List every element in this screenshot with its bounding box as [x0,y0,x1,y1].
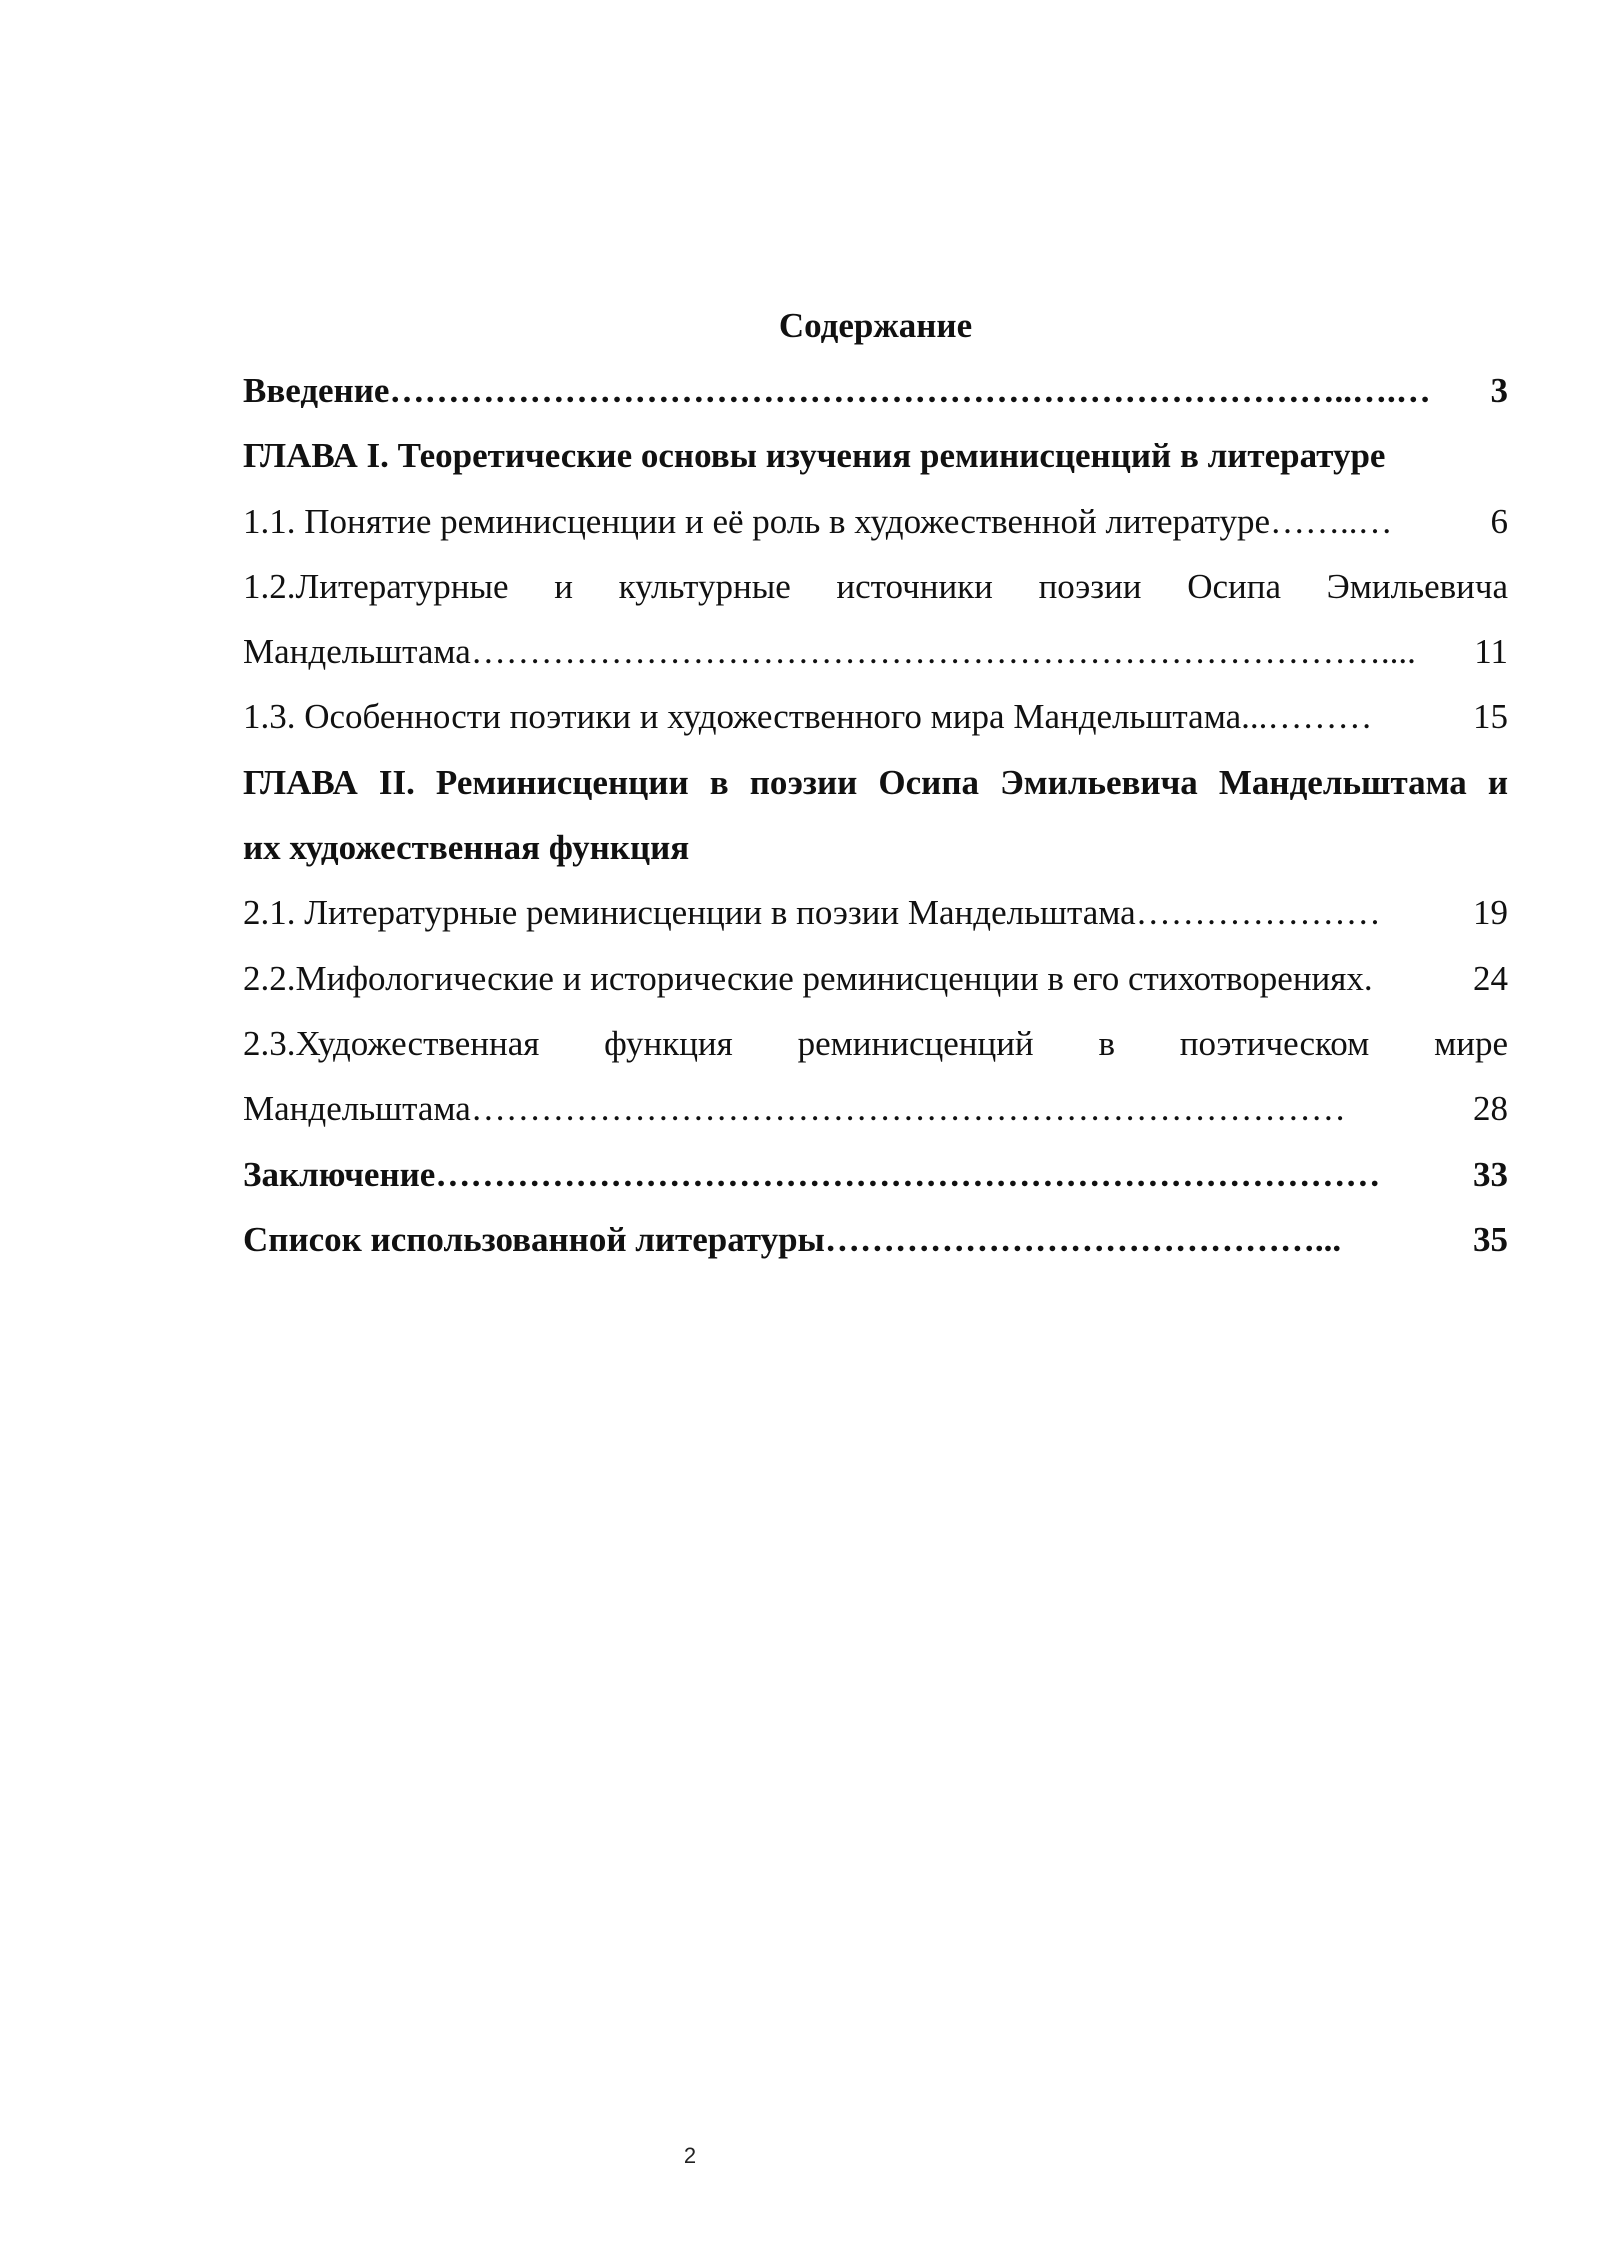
toc-entry-2-2 [243,946,1508,1011]
toc-entry-conclusion [243,1142,1508,1207]
toc-entry-label: 1.3. Особенности поэтики и художественного мира Мандельштама [243,697,1242,737]
toc-entry-label: Список использованной литературы [243,1219,825,1259]
toc-page-number: 11 [1474,632,1508,672]
toc-entry-2-1 [243,880,1508,945]
toc-list [243,358,1508,1272]
toc-page-number: 28 [1473,1089,1508,1129]
toc-leader-dots: ……………………………………... [824,1219,1342,1259]
page-number: 2 [683,2143,697,2168]
toc-leader-dots: ………………… [1135,893,1381,933]
table-of-contents [243,293,1508,1272]
toc-page-number: 24 [1473,958,1508,998]
toc-entry-2-3-line-1: 2.3.Художественная функция реминисценций в поэтическом мире [243,1023,1508,1063]
toc-leader-dots: ……………………………………………………………………… [435,1154,1381,1194]
toc-leader-dots: ………………………………………………………………………..….… [389,371,1431,410]
toc-entry-1-2-line-1: 1.2.Литературные и культурные источники поэзии Осипа Эмильевича [243,566,1508,606]
toc-entry-bibliography [243,1207,1508,1272]
toc-page-number: 6 [1490,501,1508,541]
toc-entry-1-2-line-2 [243,619,1508,684]
toc-chapter-1-heading: ГЛАВА I. Теоретические основы изучения реминисценций в литературе [243,436,1386,476]
toc-leader-dots: ………………………………………………………………… [470,1089,1346,1129]
toc-entry-label: Заключение [243,1154,436,1194]
toc-entry-2-3-line-2 [243,1076,1508,1141]
toc-page-number: 15 [1473,697,1508,737]
toc-title: Содержание [778,306,973,345]
toc-page-number: 3 [1490,371,1508,410]
toc-entry-introduction [243,358,1508,423]
toc-chapter-2-heading-line-2: их художественная функция [243,828,690,868]
toc-entry-label: Введение [243,371,390,410]
toc-entry-label: 1.1. Понятие реминисценции и её роль в художественной литературе [243,501,1270,541]
toc-entry-label: 2.2.Мифологические и исторические реминисценции в его стихотворениях. [243,958,1373,998]
toc-leader-dots: ……..… [1269,501,1393,541]
toc-entry-1-1 [243,489,1508,554]
toc-page-number: 33 [1473,1154,1508,1194]
toc-chapter-2-heading-line-1: ГЛАВА II. Реминисценции в поэзии Осипа Эмильевича Мандельштама и [243,762,1508,802]
toc-leader-dots: …………………………………………………………………….... [470,632,1416,672]
toc-page-number: 19 [1473,893,1508,933]
toc-entry-label: Мандельштама [243,1089,471,1129]
toc-page-number: 35 [1473,1219,1508,1259]
toc-entry-label: Мандельштама [243,632,471,672]
toc-entry-1-3 [243,684,1508,749]
toc-leader-dots: ...……… [1241,697,1373,737]
toc-entry-label: 2.1. Литературные реминисценции в поэзии Мандельштама [243,893,1136,933]
